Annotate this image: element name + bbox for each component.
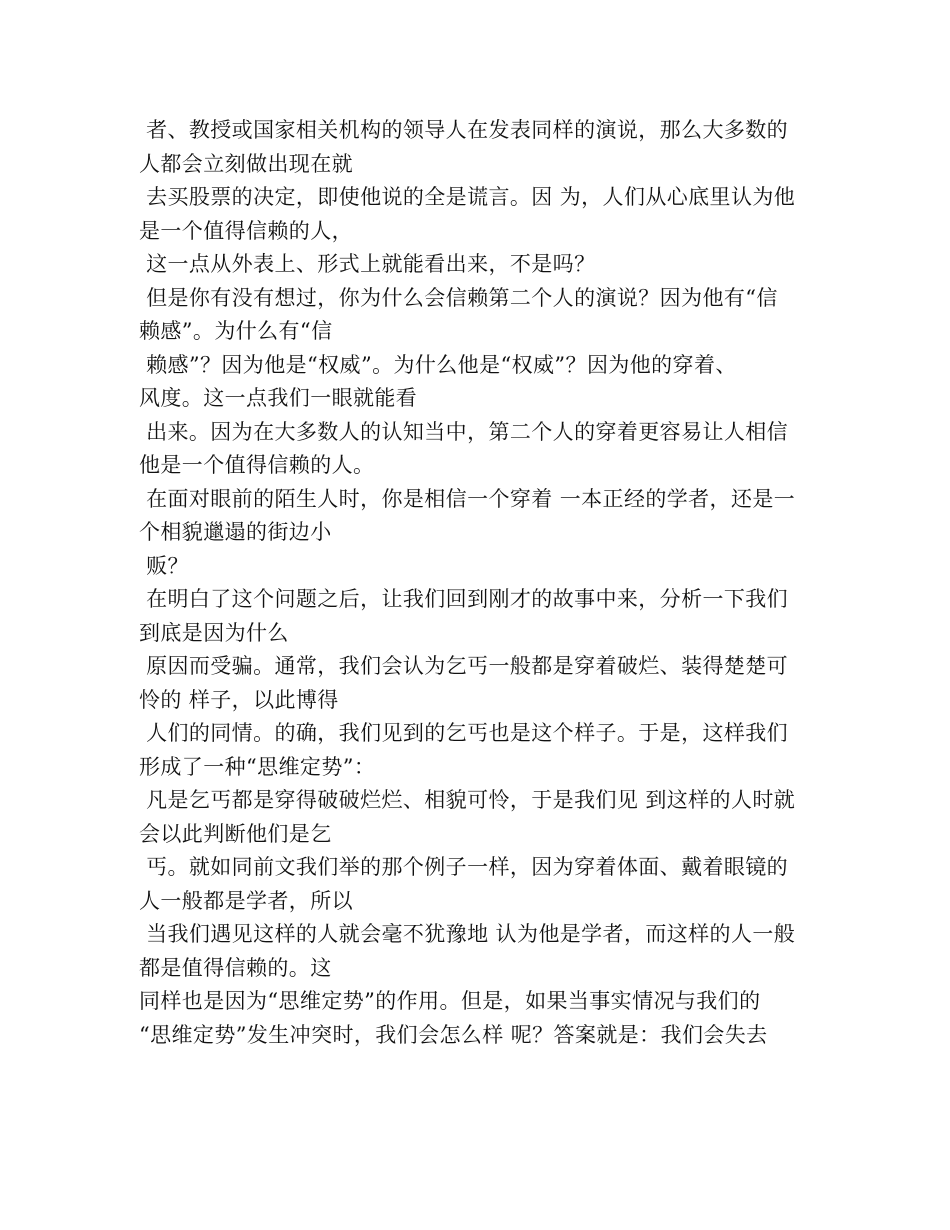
text-line: 出来。因为在大多数人的认知当中，第二个人的穿着更容易让人相信 <box>139 419 789 444</box>
text-line: 贩？ <box>139 553 189 578</box>
text-line: 者、教授或国家相关机构的领导人在发表同样的演说，那么大多数的 <box>139 118 789 142</box>
text-line: 会以此判断他们是乞 <box>139 821 332 846</box>
text-line: 赖感”。为什么有“信 <box>139 319 333 343</box>
text-line: 原因而受骗。通常，我们会认为乞丐一般都是穿着破烂、装得楚楚可 <box>139 654 789 678</box>
text-line: 人一般都是学者，所以 <box>139 888 353 913</box>
text-line: 风度。这一点我们一眼就能看 <box>139 386 418 410</box>
text-line: 都是值得信赖的。这 <box>139 955 332 980</box>
text-line: 是一个值得信赖的人， <box>139 218 353 243</box>
text-line: 但是你有没有想过，你为什么会信赖第二个人的演说？因为他有“信 <box>139 285 778 310</box>
text-line: 人们的同情。的确，我们见到的乞丐也是这个样子。于是，这样我们 <box>139 721 789 745</box>
text-line: 当我们遇见这样的人就会毫不犹豫地 认为他是学者，而这样的人一般 <box>139 922 796 946</box>
text-line: 人都会立刻做出现在就 <box>139 151 353 176</box>
text-line: “思维定势”发生冲突时，我们会怎么样 呢？答案就是：我们会失去 <box>139 1022 768 1047</box>
body-text <box>139 114 815 1052</box>
text-line: 赖感”？因为他是“权威”。为什么他是“权威”？因为他的穿着、 <box>139 352 737 377</box>
text-line: 凡是乞丐都是穿得破破烂烂、相貌可怜，于是我们见 到这样的人时就 <box>139 788 796 812</box>
text-line: 丐。就如同前文我们举的那个例子一样，因为穿着体面、戴着眼镜的 <box>139 855 789 879</box>
text-line: 这一点从外表上、形式上就能看出来，不是吗？ <box>139 252 596 276</box>
text-line: 个相貌邋遢的街边小 <box>139 520 332 544</box>
text-line: 他是一个值得信赖的人。 <box>139 453 375 477</box>
text-line: 到底是因为什么 <box>139 620 289 645</box>
text-line: 去买股票的决定，即使他说的全是谎言。因 为，人们从心底里认为他 <box>139 185 796 209</box>
text-line: 在明白了这个问题之后，让我们回到刚才的故事中来，分析一下我们 <box>139 587 789 611</box>
text-line: 怜的 样子，以此博得 <box>139 687 339 712</box>
text-line: 形成了一种“思维定势”： <box>139 754 376 779</box>
text-line: 同样也是因为“思维定势”的作用。但是，如果当事实情况与我们的 <box>139 989 761 1013</box>
text-line: 在面对眼前的陌生人时，你是相信一个穿着 一本正经的学者，还是一 <box>139 486 796 511</box>
